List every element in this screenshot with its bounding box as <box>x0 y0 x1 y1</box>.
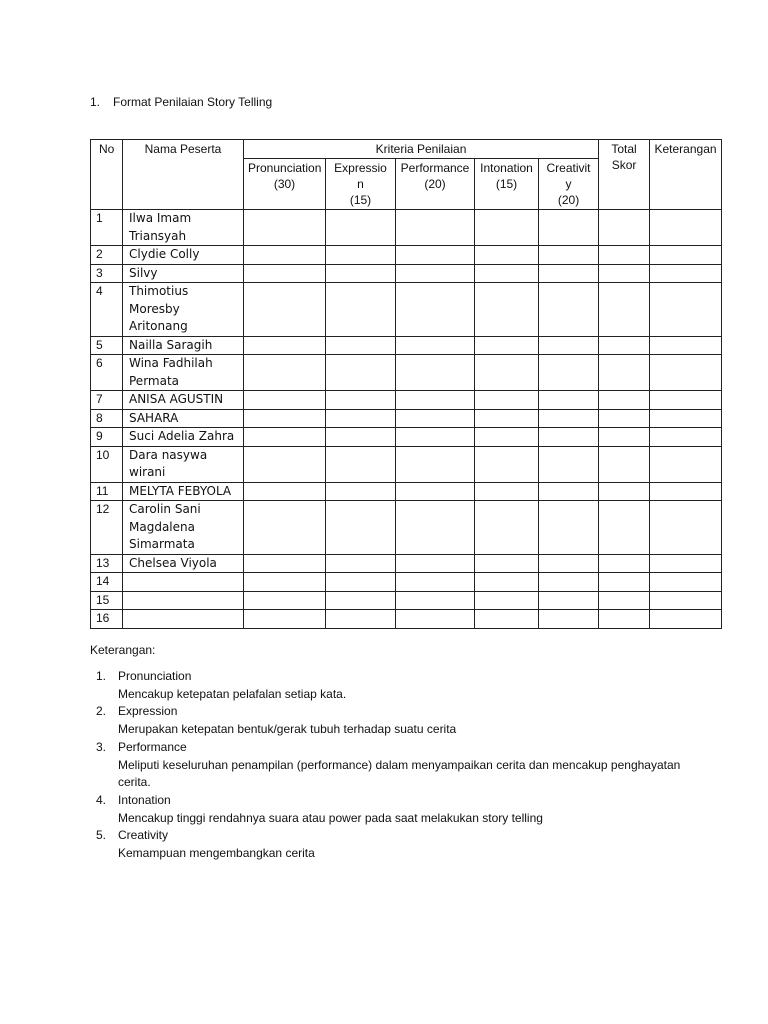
row-number: 5 <box>91 336 123 355</box>
row-number: 11 <box>91 482 123 501</box>
notes-item-number: 5. <box>96 828 107 843</box>
score-cell <box>475 355 539 391</box>
notes-item <box>96 827 696 862</box>
notes-cell <box>650 264 722 283</box>
score-cell <box>539 482 599 501</box>
notes-item-term: Pronunciation <box>118 669 192 683</box>
notes-item-term: Creativity <box>118 828 169 843</box>
criterion-name: Intonation <box>480 161 533 175</box>
score-cell <box>396 501 475 555</box>
table-row <box>91 573 722 592</box>
score-cell <box>475 482 539 501</box>
score-cell <box>539 610 599 629</box>
score-cell <box>539 573 599 592</box>
notes-item-number: 1. <box>96 669 107 683</box>
score-cell <box>396 482 475 501</box>
score-cell <box>396 554 475 573</box>
total-cell <box>599 610 650 629</box>
score-cell <box>396 409 475 428</box>
notes-cell <box>650 246 722 265</box>
participant-name: MELYTA FEBYOLA <box>123 482 244 501</box>
notes-item-number: 3. <box>96 739 107 754</box>
header-name: Nama Peserta <box>123 140 244 210</box>
notes-cell <box>650 409 722 428</box>
participant-name: Nailla Saragih <box>123 336 244 355</box>
table-row <box>91 283 722 337</box>
score-cell <box>244 446 326 482</box>
criterion-name: Performance <box>400 161 470 175</box>
participant-name: Ilwa Imam Triansyah <box>123 210 244 246</box>
score-cell <box>244 355 326 391</box>
table-row <box>91 482 722 501</box>
notes-cell <box>650 355 722 391</box>
score-cell <box>326 482 396 501</box>
notes-cell <box>650 210 722 246</box>
score-cell <box>539 355 599 391</box>
notes-cell <box>650 591 722 610</box>
header-criterion <box>396 159 475 210</box>
section-number: 1. <box>90 95 101 109</box>
participant-name <box>123 591 244 610</box>
total-cell <box>599 573 650 592</box>
table-row <box>91 591 722 610</box>
criterion-name: Creativit y <box>546 161 591 191</box>
score-cell <box>326 591 396 610</box>
score-cell <box>326 210 396 246</box>
participant-name: Suci Adelia Zahra <box>123 428 244 447</box>
score-cell <box>475 210 539 246</box>
participant-name: Dara nasywa wirani <box>123 446 244 482</box>
total-cell <box>599 264 650 283</box>
notes-cell <box>650 391 722 410</box>
row-number: 10 <box>91 446 123 482</box>
total-cell <box>599 210 650 246</box>
participant-name <box>123 573 244 592</box>
score-cell <box>326 283 396 337</box>
score-cell <box>396 210 475 246</box>
header-criterion <box>475 159 539 210</box>
notes-item <box>96 792 696 827</box>
notes-item-description: Mencakup ketepatan pelafalan setiap kata. <box>118 686 347 701</box>
score-cell <box>326 264 396 283</box>
score-cell <box>326 428 396 447</box>
score-cell <box>244 573 326 592</box>
score-cell <box>244 391 326 410</box>
score-cell <box>475 610 539 629</box>
header-no: No <box>91 140 123 210</box>
row-number: 13 <box>91 554 123 573</box>
row-number: 2 <box>91 246 123 265</box>
score-cell <box>396 610 475 629</box>
notes-cell <box>650 446 722 482</box>
score-cell <box>475 446 539 482</box>
row-number: 3 <box>91 264 123 283</box>
row-number: 14 <box>91 573 123 592</box>
total-cell <box>599 391 650 410</box>
row-number: 16 <box>91 610 123 629</box>
table-row <box>91 409 722 428</box>
score-cell <box>396 428 475 447</box>
row-number: 6 <box>91 355 123 391</box>
score-cell <box>539 554 599 573</box>
header-criterion <box>244 159 326 210</box>
criterion-points: (30) <box>273 177 296 191</box>
score-cell <box>326 409 396 428</box>
table-row <box>91 446 722 482</box>
notes-item <box>96 739 696 792</box>
row-number: 8 <box>91 409 123 428</box>
score-cell <box>244 210 326 246</box>
score-cell <box>539 210 599 246</box>
total-cell <box>599 246 650 265</box>
table-row <box>91 391 722 410</box>
total-cell <box>599 446 650 482</box>
score-cell <box>326 246 396 265</box>
score-cell <box>475 283 539 337</box>
total-cell <box>599 591 650 610</box>
notes-cell <box>650 283 722 337</box>
notes-item-description: Kemampuan mengembangkan cerita <box>118 846 315 861</box>
table-row <box>91 264 722 283</box>
notes-item <box>96 668 696 703</box>
score-cell <box>396 336 475 355</box>
participant-name: Silvy <box>123 264 244 283</box>
row-number: 9 <box>91 428 123 447</box>
participant-name: Chelsea Viyola <box>123 554 244 573</box>
row-number: 12 <box>91 501 123 555</box>
score-cell <box>539 446 599 482</box>
participant-name <box>123 610 244 629</box>
score-cell <box>396 573 475 592</box>
score-cell <box>244 409 326 428</box>
score-cell <box>539 591 599 610</box>
score-cell <box>244 610 326 629</box>
score-cell <box>396 355 475 391</box>
score-cell <box>396 391 475 410</box>
score-cell <box>475 409 539 428</box>
score-cell <box>326 501 396 555</box>
score-cell <box>475 428 539 447</box>
criterion-points: (20) <box>424 177 446 191</box>
notes-list <box>96 668 696 863</box>
score-cell <box>475 573 539 592</box>
score-cell <box>326 573 396 592</box>
notes-cell <box>650 428 722 447</box>
notes-cell <box>650 482 722 501</box>
notes-item-description: Meliputi keseluruhan penampilan (performance) dalam menyampaikan cerita dan mencakup penghayatan cerita. <box>118 757 681 790</box>
notes-cell <box>650 573 722 592</box>
notes-item-number: 2. <box>96 704 107 719</box>
header-notes: Keterangan <box>650 140 722 210</box>
notes-title: Keterangan: <box>90 643 156 657</box>
score-cell <box>539 264 599 283</box>
notes-item-description: Mencakup tinggi rendahnya suara atau power pada saat melakukan story telling <box>118 810 543 825</box>
notes-item-term: Performance <box>118 739 187 754</box>
section-heading <box>90 94 272 110</box>
notes-item-term: Expression <box>118 704 178 719</box>
total-cell <box>599 482 650 501</box>
score-cell <box>475 246 539 265</box>
score-cell <box>539 428 599 447</box>
score-cell <box>244 591 326 610</box>
table-row <box>91 428 722 447</box>
score-cell <box>244 283 326 337</box>
participant-name: ANISA AGUSTIN <box>123 391 244 410</box>
notes-cell <box>650 336 722 355</box>
score-cell <box>244 501 326 555</box>
score-cell <box>326 336 396 355</box>
score-cell <box>475 591 539 610</box>
row-number: 7 <box>91 391 123 410</box>
total-cell <box>599 336 650 355</box>
table-row <box>91 246 722 265</box>
row-number: 15 <box>91 591 123 610</box>
score-cell <box>326 610 396 629</box>
score-cell <box>475 554 539 573</box>
score-cell <box>475 264 539 283</box>
table-row <box>91 336 722 355</box>
header-criterion <box>326 159 396 210</box>
header-total: Total Skor <box>599 140 650 210</box>
participant-name: SAHARA <box>123 409 244 428</box>
table-row <box>91 554 722 573</box>
score-cell <box>475 501 539 555</box>
participant-name: Thimotius Moresby Aritonang <box>123 283 244 337</box>
header-row-top <box>91 140 722 159</box>
score-cell <box>539 391 599 410</box>
score-cell <box>396 591 475 610</box>
score-cell <box>396 283 475 337</box>
notes-item-number: 4. <box>96 792 107 807</box>
total-cell <box>599 355 650 391</box>
total-cell <box>599 283 650 337</box>
criterion-name: Expressio n <box>334 161 387 191</box>
score-cell <box>326 391 396 410</box>
score-cell <box>396 246 475 265</box>
total-cell <box>599 428 650 447</box>
table-row <box>91 210 722 246</box>
score-cell <box>539 501 599 555</box>
score-cell <box>244 336 326 355</box>
criterion-points: (20) <box>557 193 580 207</box>
notes-cell <box>650 501 722 555</box>
total-cell <box>599 554 650 573</box>
score-cell <box>244 246 326 265</box>
score-cell <box>539 409 599 428</box>
score-cell <box>539 246 599 265</box>
score-cell <box>326 554 396 573</box>
score-cell <box>326 446 396 482</box>
total-cell <box>599 501 650 555</box>
participant-name: Wina Fadhilah Permata <box>123 355 244 391</box>
row-number: 4 <box>91 283 123 337</box>
participant-name: Carolin Sani Magdalena Simarmata <box>123 501 244 555</box>
score-cell <box>539 283 599 337</box>
notes-item <box>96 703 696 738</box>
score-cell <box>396 264 475 283</box>
total-cell <box>599 409 650 428</box>
criterion-points: (15) <box>495 177 518 191</box>
score-cell <box>244 428 326 447</box>
score-cell <box>244 264 326 283</box>
header-criteria-group: Kriteria Penilaian <box>244 140 599 159</box>
assessment-table <box>90 139 722 629</box>
score-cell <box>475 391 539 410</box>
notes-cell <box>650 554 722 573</box>
row-number: 1 <box>91 210 123 246</box>
score-cell <box>475 336 539 355</box>
criterion-name: Pronunciation <box>248 161 322 175</box>
score-cell <box>244 554 326 573</box>
criterion-points: (15) <box>349 193 372 207</box>
table-row <box>91 501 722 555</box>
notes-item-term: Intonation <box>118 792 171 807</box>
score-cell <box>539 336 599 355</box>
score-cell <box>396 446 475 482</box>
section-title: Format Penilaian Story Telling <box>113 95 273 109</box>
notes-cell <box>650 610 722 629</box>
score-cell <box>326 355 396 391</box>
notes-item-description: Merupakan ketepatan bentuk/gerak tubuh terhadap suatu cerita <box>118 722 457 737</box>
participant-name: Clydie Colly <box>123 246 244 265</box>
table-row <box>91 610 722 629</box>
score-cell <box>244 482 326 501</box>
header-criterion <box>539 159 599 210</box>
table-row <box>91 355 722 391</box>
